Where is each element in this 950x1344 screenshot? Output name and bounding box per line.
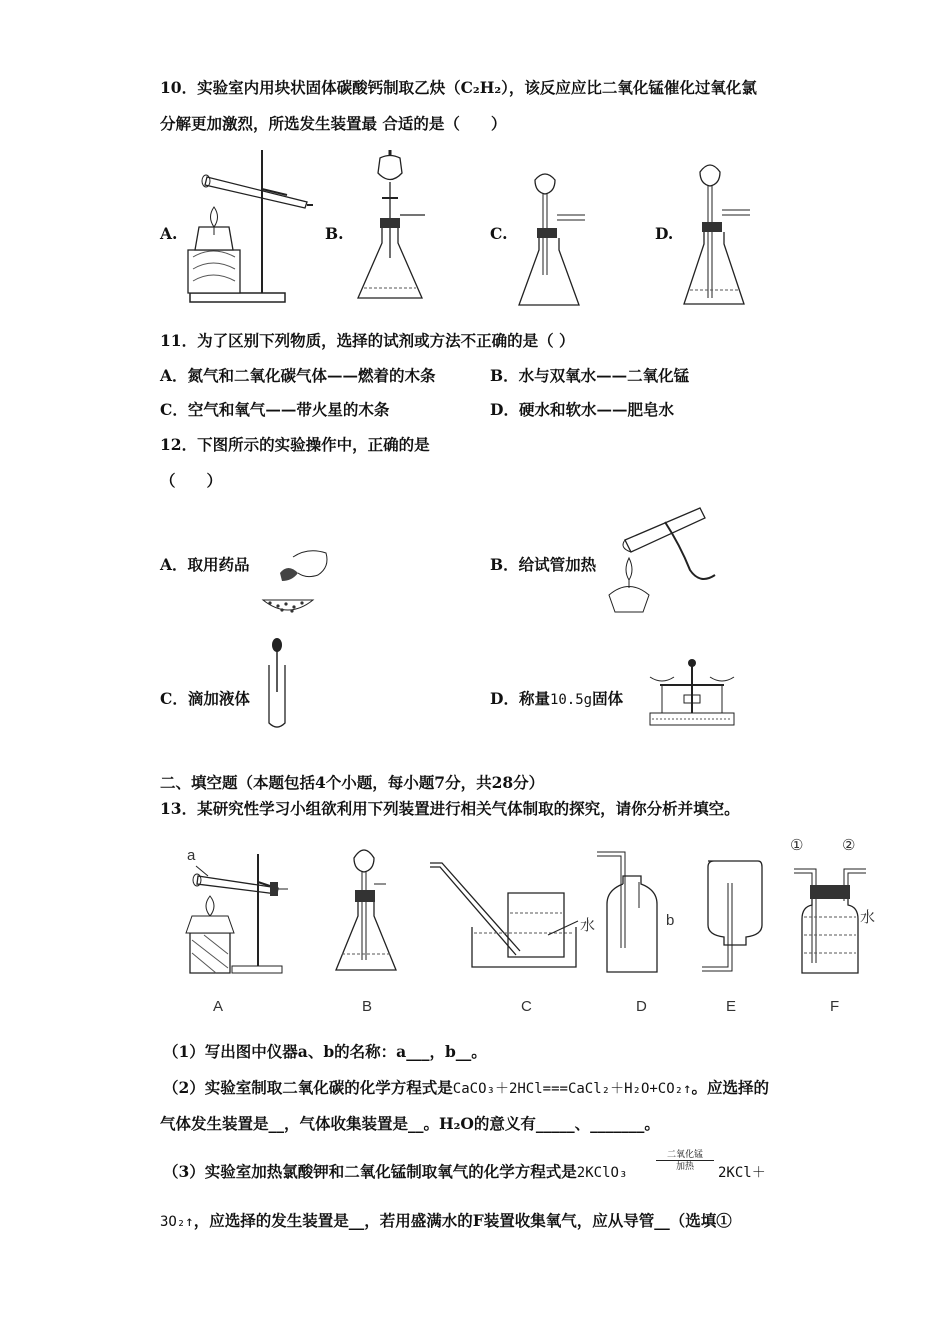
q13-label-pipe-1: ① bbox=[790, 837, 804, 854]
q10-figure-a bbox=[185, 145, 320, 305]
q13-stem: 13．某研究性学习小组欲利用下列装置进行相关气体制取的探究，请你分析并填空。 bbox=[160, 799, 740, 818]
q10-line1: 10．实验室内用块状固体碳酸钙制取乙炔（C₂H₂），该反应应比二氧化锰催化过氧化氯 bbox=[160, 78, 757, 97]
q11-option-c: C．空气和氧气——带火星的木条 bbox=[160, 400, 390, 419]
q10-figure-b bbox=[350, 148, 430, 308]
q11-option-d: D．硬水和软水——肥皂水 bbox=[490, 400, 674, 419]
q12-option-a: A．取用药品 bbox=[160, 555, 250, 574]
q10-option-b: B. bbox=[325, 224, 344, 243]
q13-part-3-eq-right-text: 2KCl＋ bbox=[718, 1165, 766, 1181]
q13-apparatus-a bbox=[180, 848, 300, 978]
q10-option-c: C. bbox=[490, 224, 508, 243]
q13-apparatus-label-c: C bbox=[521, 998, 532, 1015]
q12-figure-b bbox=[605, 500, 730, 625]
q10-line2: 分解更加激烈，所选发生装置最 合适的是（ ） bbox=[160, 114, 507, 133]
q13-part-2-equation: CaCO₃＋2HCl===CaCl₂＋H₂O+CO₂↑ bbox=[452, 1081, 692, 1097]
q10-option-a: A. bbox=[160, 224, 178, 243]
q13-label-b: b bbox=[666, 912, 675, 929]
q13-label-water-f: 水 bbox=[860, 909, 876, 926]
q12-d-suffix: 固体 bbox=[592, 689, 624, 708]
q13-part-1: （1）写出图中仪器a、b的名称：a___，b__。 bbox=[163, 1042, 487, 1061]
q13-part-3-eq-left: 2KClO₃ bbox=[576, 1165, 628, 1181]
q12-figure-c bbox=[262, 637, 292, 732]
q12-figure-d bbox=[642, 655, 742, 730]
q13-part-3-eq-right bbox=[718, 1162, 766, 1183]
q13-part-3-condition-top: 二氧化锰 bbox=[656, 1150, 714, 1161]
q12-option-d bbox=[490, 689, 623, 710]
q13-part-2-line2: 气体发生装置是__，气体收集装置是__。H₂O的意义有_____、_______。 bbox=[160, 1114, 660, 1133]
q13-apparatus-label-f: F bbox=[830, 998, 840, 1015]
q13-part-2-tail: 。应选择的 bbox=[691, 1078, 770, 1097]
q13-apparatus-c bbox=[428, 855, 596, 975]
q12-option-b: B．给试管加热 bbox=[490, 555, 597, 574]
q12-option-c: C．滴加液体 bbox=[160, 689, 250, 708]
q10-option-d: D. bbox=[655, 224, 674, 243]
q11-option-a: A．氮气和二氧化碳气体——燃着的木条 bbox=[160, 366, 436, 385]
q10-figure-c bbox=[515, 170, 595, 310]
q13-apparatus-f bbox=[790, 855, 870, 980]
q12-d-value: 10.5g bbox=[549, 692, 593, 708]
q13-apparatus-e bbox=[698, 855, 768, 975]
q13-apparatus-label-e: E bbox=[726, 998, 737, 1015]
q13-apparatus-label-b: B bbox=[362, 998, 373, 1015]
q13-part-3-line2 bbox=[160, 1211, 732, 1232]
q12-d-prefix: D．称量 bbox=[490, 689, 550, 708]
q12-paren: （ ） bbox=[160, 471, 223, 490]
q13-label-pipe-2: ② bbox=[842, 837, 856, 854]
q13-apparatus-label-a: A bbox=[213, 998, 224, 1015]
q13-part-3-line2-text: ，应选择的发生装置是__，若用盛满水的F装置收集氧气，应从导管__（选填① bbox=[193, 1211, 732, 1230]
q13-part-3-intro: （3）实验室加热氯酸钾和二氧化锰制取氧气的化学方程式是 bbox=[163, 1162, 577, 1181]
q13-part-2-intro: （2）实验室制取二氧化碳的化学方程式是 bbox=[163, 1078, 453, 1097]
q13-apparatus-d bbox=[595, 848, 670, 978]
q11-option-b: B．水与双氧水——二氧化锰 bbox=[490, 366, 690, 385]
q13-apparatus-b bbox=[330, 840, 410, 980]
q12-stem: 12．下图所示的实验操作中，正确的是 bbox=[160, 435, 430, 454]
q13-part-3-condition-bottom: 加热 bbox=[675, 1162, 694, 1172]
q13-part-3-line1 bbox=[163, 1162, 627, 1183]
q10-figure-d bbox=[680, 160, 760, 310]
section-2-title: 二、填空题（本题包括4个小题，每小题7分，共28分） bbox=[160, 773, 545, 792]
q13-label-a: a bbox=[187, 847, 196, 864]
q11-stem: 11．为了区别下列物质，选择的试剂或方法不正确的是（ ） bbox=[160, 331, 575, 350]
q13-apparatus-label-d: D bbox=[636, 998, 647, 1015]
q13-label-water-c: 水 bbox=[580, 917, 596, 934]
q12-figure-a bbox=[258, 545, 333, 615]
q13-part-3-oxygen: 3O₂↑ bbox=[160, 1214, 194, 1230]
q13-part-2-line1 bbox=[163, 1078, 769, 1099]
